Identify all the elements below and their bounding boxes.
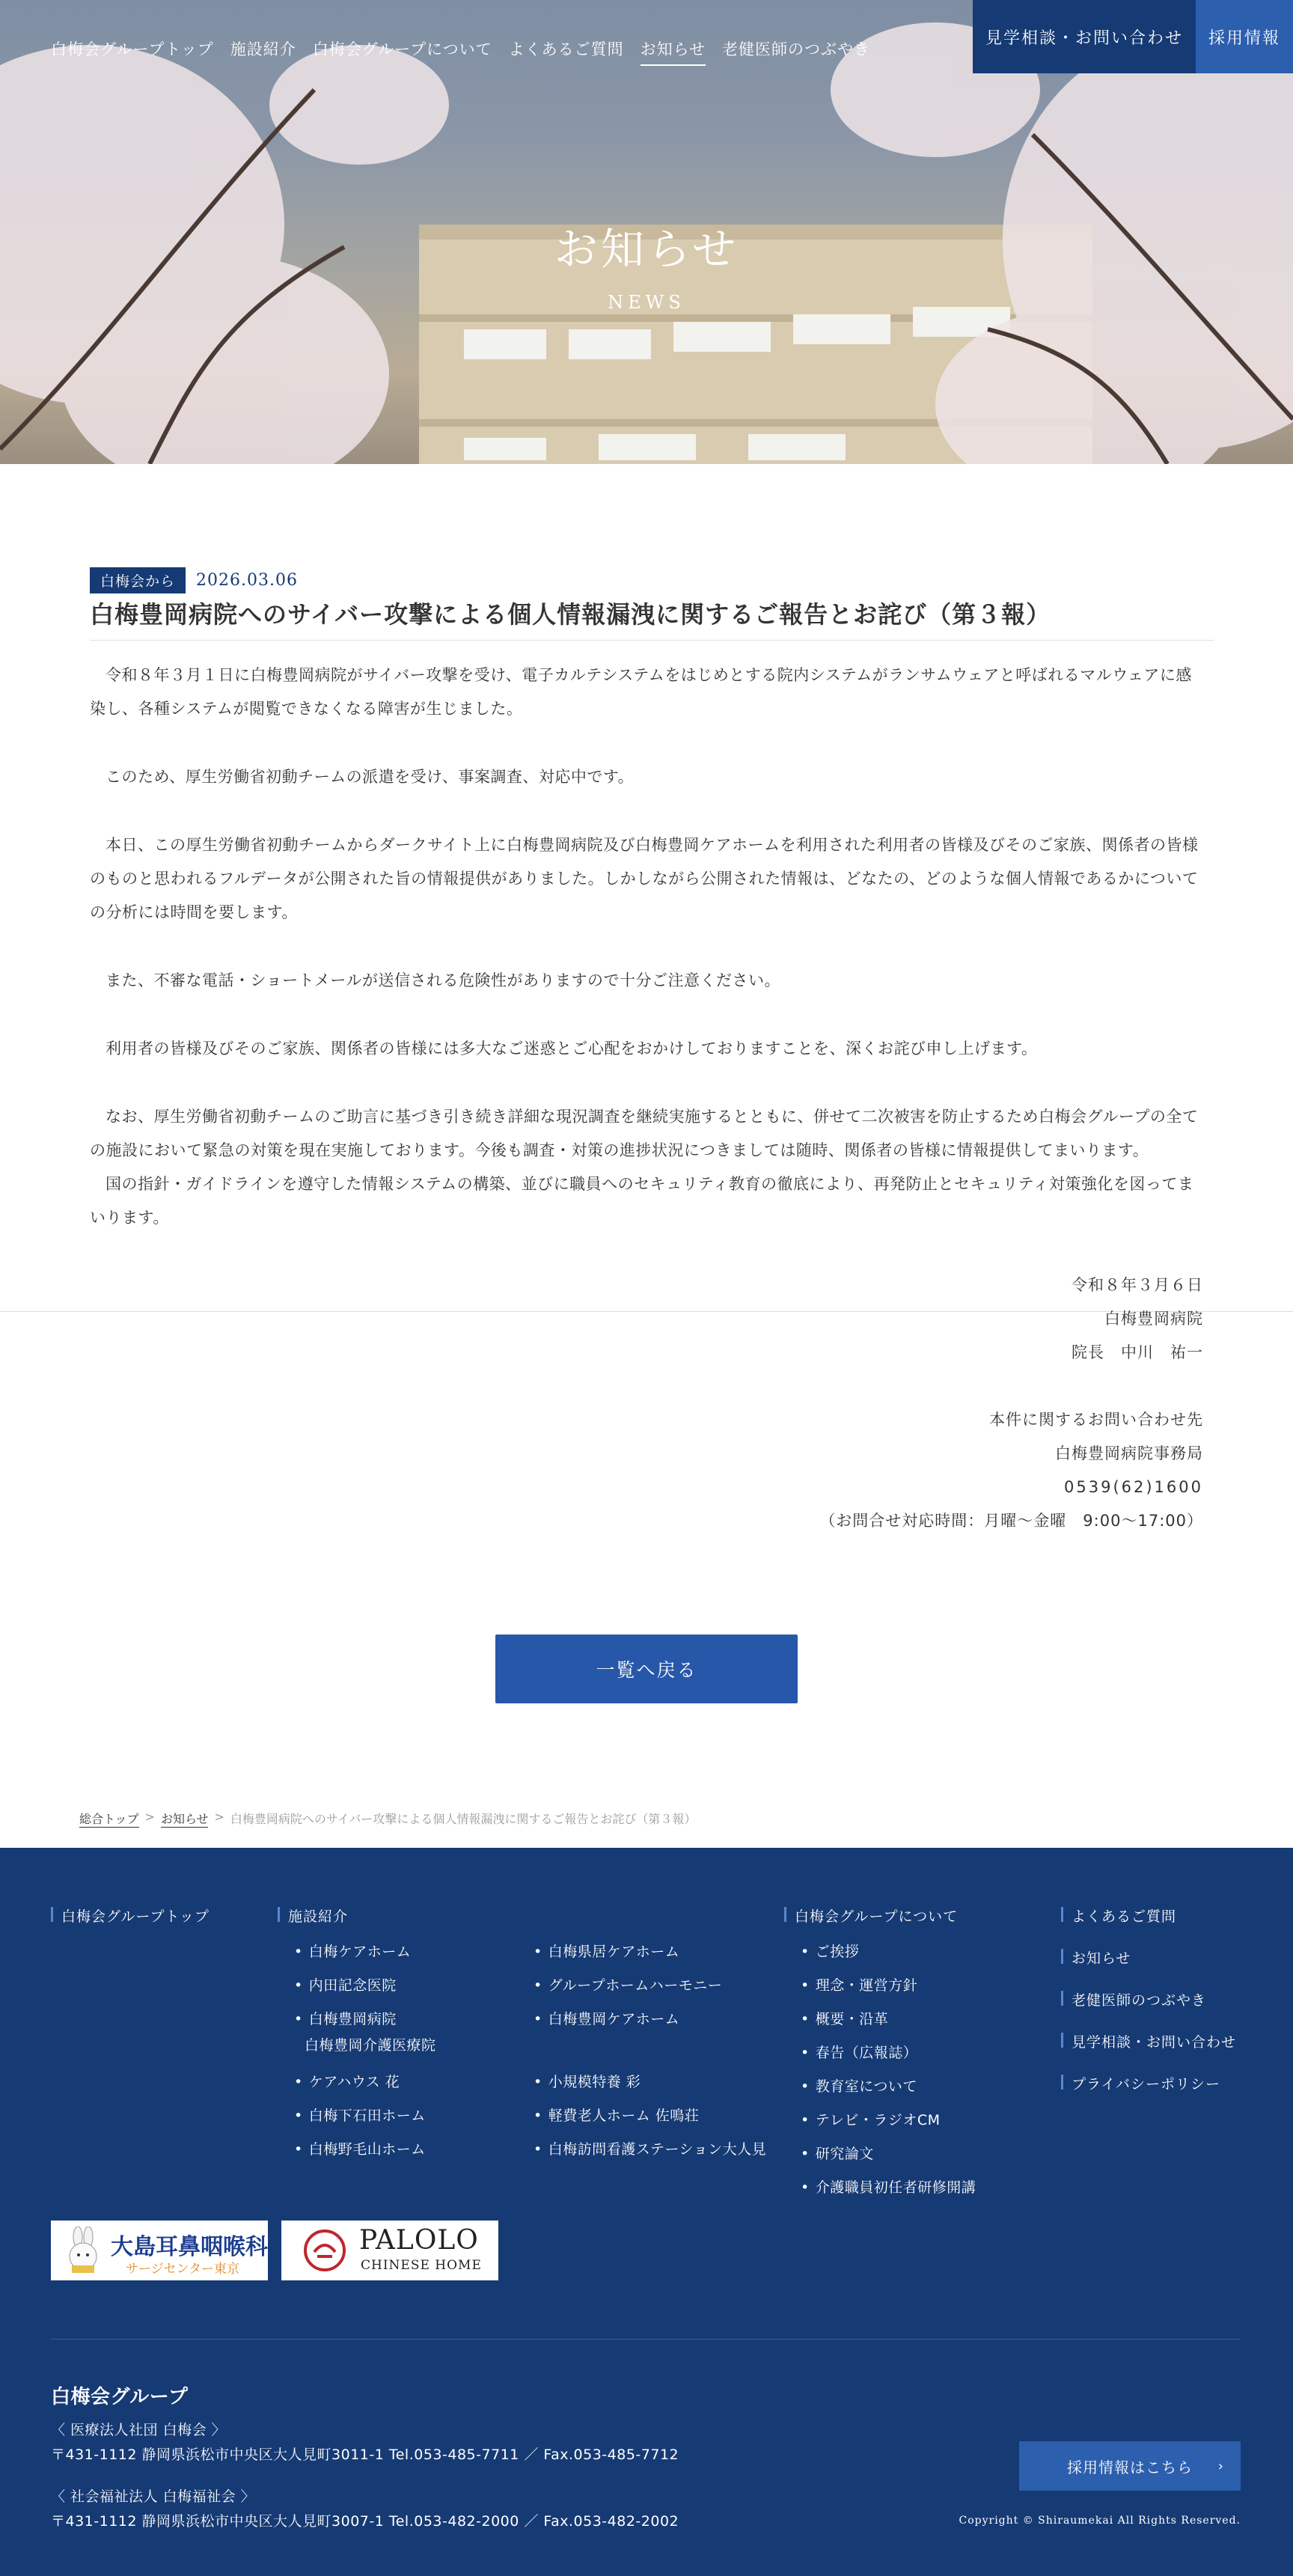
- footer-facility-link[interactable]: • グループホームハーモニー: [534, 1977, 723, 1994]
- page-subtitle: NEWS: [608, 292, 685, 313]
- breadcrumb: [79, 1810, 696, 1828]
- chevron-right-icon: ›: [1217, 2458, 1224, 2474]
- footer-news-link[interactable]: お知らせ: [1061, 1947, 1131, 1968]
- page-title: お知らせ: [554, 224, 739, 275]
- footer-group-name: 白梅会グループ: [51, 2386, 189, 2408]
- footer-facility-link[interactable]: 白梅豊岡介護医療院: [305, 2037, 436, 2054]
- sign-org: 白梅豊岡病院: [1104, 1310, 1203, 1328]
- footer-privacy-link[interactable]: プライバシーポリシー: [1061, 2073, 1220, 2093]
- footer-group-top[interactable]: 白梅会グループトップ: [51, 1905, 210, 1926]
- logo-oshima-subtext: サージセンター東京: [126, 2262, 239, 2277]
- article-paragraph: 国の指針・ガイドラインを遵守した情報システムの構築、並びに職員へのセキュリティ教育の徹底により、再発防止とセキュリティ対策強化を図ってまいります。: [90, 1175, 1194, 1227]
- logo-palolo-subtext: CHINESE HOME: [361, 2258, 482, 2273]
- copyright: Copyright © Shiraumekai All Rights Reserved.: [959, 2515, 1241, 2527]
- article-paragraph: 本日、この厚生労働省初動チームからダークサイト上に白梅豊岡病院及び白梅豊岡ケアホームを利用された利用者の皆様及びそのご家族、関係者の皆様のものと思われるフルデータが公開された旨の情報提供がありました。しかしながら公開された情報は、どなたの、どのような個人情報であるかについての分析には時間を要します。: [90, 836, 1199, 921]
- footer-facility-link[interactable]: • ケアハウス 花: [294, 2074, 400, 2090]
- footer-facility-link[interactable]: • 白梅下石田ホーム: [294, 2108, 426, 2124]
- footer-about-link[interactable]: • 介護職員初任者研修開講: [801, 2179, 976, 2196]
- logo-oshima-text: 大島耳鼻咽喉科: [111, 2234, 268, 2260]
- nav-about[interactable]: 白梅会グループについて: [312, 40, 492, 58]
- article-paragraph: また、不審な電話・ショートメールが送信される危険性がありますので十分ご注意ください。: [106, 971, 780, 989]
- partner-logo-palolo[interactable]: [281, 2221, 498, 2280]
- footer-facility-link[interactable]: • 白梅県居ケアホーム: [534, 1944, 680, 1960]
- breadcrumb-news[interactable]: お知らせ: [161, 1810, 209, 1828]
- title-divider: [90, 640, 1214, 641]
- footer-about-link[interactable]: • 教育室について: [801, 2078, 917, 2095]
- article-body: [90, 659, 1205, 1235]
- footer-facility-link[interactable]: • 軽費老人ホーム 佐鳴荘: [534, 2108, 700, 2124]
- back-to-list-button[interactable]: 一覧へ戻る: [495, 1635, 798, 1703]
- contact-tel: 0539(62)1600: [1064, 1478, 1203, 1496]
- footer-facility-link[interactable]: • 白梅豊岡病院: [294, 2011, 397, 2027]
- article-date: 2026.03.06: [196, 571, 298, 590]
- nav-group-top[interactable]: 白梅会グループトップ: [51, 40, 214, 58]
- footer-consult-link[interactable]: 見学相談・お問い合わせ: [1061, 2031, 1236, 2051]
- partner-logo-oshima[interactable]: [51, 2221, 268, 2280]
- footer-facility-link[interactable]: • 白梅豊岡ケアホーム: [534, 2011, 680, 2027]
- footer-facility-link[interactable]: • 白梅野毛山ホーム: [294, 2141, 426, 2158]
- footer-about-link[interactable]: • 研究論文: [801, 2146, 874, 2162]
- site-footer: [0, 1848, 1293, 2576]
- footer-facility-link[interactable]: • 白梅訪問看護ステーション大人見: [534, 2141, 767, 2158]
- article-paragraph: 利用者の皆様及びそのご家族、関係者の皆様には多大なご迷惑とご心配をおかけしておりますことを、深くお詫び申し上げます。: [106, 1040, 1038, 1057]
- footer-faq-link[interactable]: よくあるご質問: [1061, 1905, 1176, 1926]
- footer-about-link[interactable]: • 概要・沿革: [801, 2011, 889, 2027]
- hero-banner: [0, 0, 1293, 464]
- contact-org: 白梅豊岡病院事務局: [1055, 1444, 1203, 1462]
- footer-about-link[interactable]: • ご挨拶: [801, 1944, 860, 1960]
- signature-block: [819, 1269, 1203, 1538]
- palolo-emblem-icon: [301, 2226, 349, 2274]
- nav-doctor-blog[interactable]: 老健医師のつぶやき: [721, 40, 870, 58]
- nav-news[interactable]: お知らせ: [641, 37, 706, 66]
- breadcrumb-top[interactable]: 総合トップ: [79, 1810, 139, 1828]
- footer-facility-link[interactable]: • 小規模特養 彩: [534, 2074, 641, 2090]
- footer-about-link[interactable]: • 理念・運営方針: [801, 1977, 918, 1994]
- footer-org2-address: 〒431-1112 静岡県浜松市中央区大人見町3007-1 Tel.053-482-2000 ／ Fax.053-482-2002: [51, 2513, 679, 2530]
- footer-about-head[interactable]: 白梅会グループについて: [784, 1905, 958, 1926]
- footer-recruit-button[interactable]: [1019, 2441, 1241, 2491]
- footer-about-link[interactable]: • 春告（広報誌）: [801, 2045, 918, 2061]
- sign-date: 令和８年３月６日: [1072, 1276, 1203, 1294]
- footer-facility-link[interactable]: • 内田記念医院: [294, 1977, 397, 1994]
- article-paragraph: 令和８年３月１日に白梅豊岡病院がサイバー攻撃を受け、電子カルテシステムをはじめとする院内システムがランサムウェアと呼ばれるマルウェアに感染し、各種システムが閲覧できなくなる障害が生じました。: [90, 666, 1192, 718]
- footer-org2-name: 〈 社会福祉法人 白梅福祉会 〉: [51, 2488, 256, 2505]
- footer-recruit-label: 採用情報はこちら: [1067, 2458, 1193, 2476]
- breadcrumb-separator: >: [144, 1810, 155, 1824]
- category-badge: 白梅会から: [90, 567, 186, 593]
- global-nav: [51, 37, 870, 66]
- contact-hours: （お問合せ対応時間：月曜～金曜 9:00～17:00）: [819, 1512, 1203, 1530]
- footer-doctor-blog-link[interactable]: 老健医師のつぶやき: [1061, 1989, 1206, 2009]
- rabbit-mascot-icon: [58, 2226, 106, 2274]
- article-title: 白梅豊岡病院へのサイバー攻撃による個人情報漏洩に関するご報告とお詫び（第３報）: [90, 600, 1051, 629]
- footer-about-link[interactable]: • テレビ・ラジオCM: [801, 2112, 941, 2128]
- contact-heading: 本件に関するお問い合わせ先: [989, 1411, 1203, 1429]
- footer-divider: [51, 2339, 1241, 2340]
- consult-button[interactable]: 見学相談・お問い合わせ: [973, 0, 1196, 73]
- footer-facilities-head[interactable]: 施設紹介: [278, 1905, 348, 1926]
- article-meta: [90, 567, 298, 593]
- nav-facilities[interactable]: 施設紹介: [230, 40, 296, 58]
- breadcrumb-current: 白梅豊岡病院へのサイバー攻撃による個人情報漏洩に関するご報告とお詫び（第３報）: [230, 1812, 697, 1826]
- footer-org1-address: 〒431-1112 静岡県浜松市中央区大人見町3011-1 Tel.053-485-7711 ／ Fax.053-485-7712: [51, 2447, 679, 2463]
- article-paragraph: このため、厚生労働省初動チームの派遣を受け、事案調査、対応中です。: [106, 768, 635, 786]
- footer-org1-name: 〈 医療法人社団 白梅会 〉: [51, 2422, 227, 2438]
- logo-palolo-text: PALOLO: [359, 2225, 479, 2256]
- article-paragraph: なお、厚生労働省初動チームのご助言に基づき引き続き詳細な現況調査を継続実施するとともに、併せて二次被害を防止するため白梅会グループの全ての施設において緊急の対策を現在実施しております。今後も調査・対策の進捗状況につきましては随時、関係者の皆様に情報提供してまいります。: [90, 1108, 1199, 1159]
- recruit-button[interactable]: 採用情報: [1196, 0, 1293, 73]
- nav-faq[interactable]: よくあるご質問: [508, 40, 624, 58]
- sign-name: 院長 中川 祐一: [1072, 1343, 1203, 1361]
- footer-facility-link[interactable]: • 白梅ケアホーム: [294, 1944, 412, 1960]
- breadcrumb-separator: >: [214, 1810, 224, 1824]
